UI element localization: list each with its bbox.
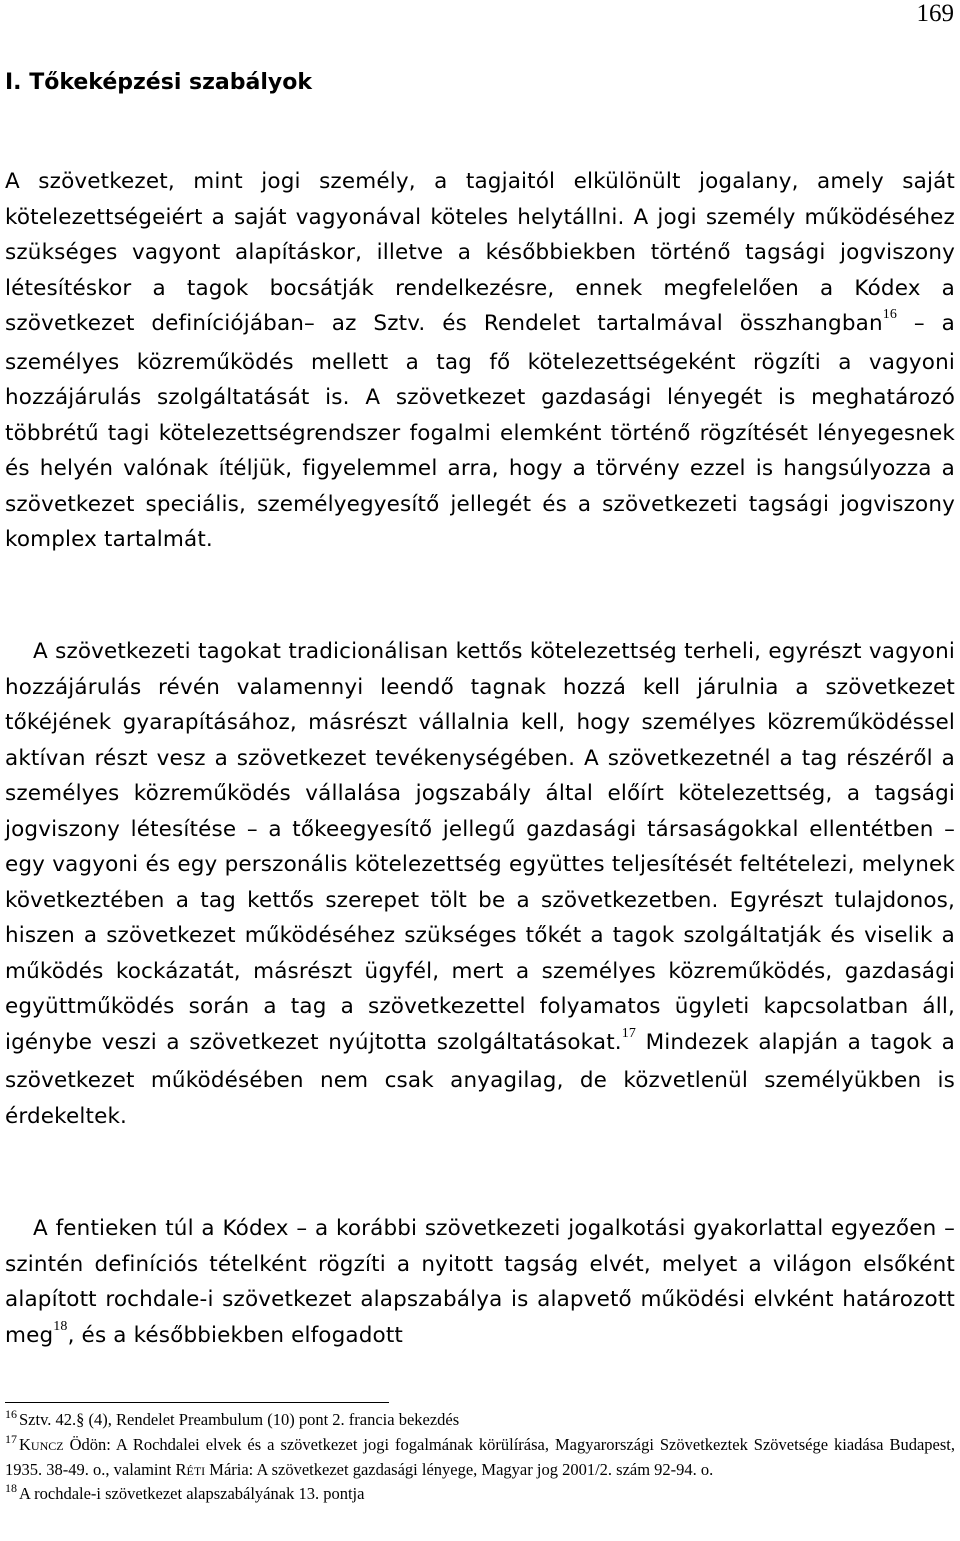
paragraph-1-text-b: – a személyes közreműködés mellett a tag fő kötelezettségeként rögzíti a vagyoni hozzájárulás szolgáltatását is. A szövetkezet gazdasági lényegét is meghatározó többrétű tagi kötelezettségrendszer fogalmi elemként történő rögzítését lényegesnek és helyén valónak ítéljük, figyelemmel arra, hogy a törvény ezzel is hangsúlyozza a szövetkezet speciális, személyegyesítő jellegét és a szövetkezeti tagsági jogviszony komplex tartalmát. [5, 311, 955, 552]
footnote-ref-18[interactable]: 18 [53, 1318, 68, 1334]
section-heading: I. Tőkeképzési szabályok [5, 70, 312, 95]
footnote-ref-17[interactable]: 17 [621, 1025, 637, 1041]
footnote-17 [5, 1433, 955, 1482]
paragraph-2 [5, 634, 955, 1134]
footnote-16 [5, 1408, 955, 1433]
footnote-number: 17 [5, 1432, 17, 1446]
footnote-divider [5, 1402, 389, 1403]
footnote-text: Sztv. 42.§ (4), Rendelet Preambulum (10) pont 2. francia bekezdés [19, 1410, 460, 1429]
paragraph-2-text-a: A szövetkezeti tagokat tradicionálisan kettős kötelezettség terheli, egyrészt vagyoni hozzájárulás révén valamennyi leendő tagnak hozzá kell járulnia a szövetkezet tőkéjének gyarapításához, másrészt vállalnia kell, hogy személyes közreműködéssel aktívan részt vesz a szövetkezet tevékenységében. A szövetkezetnél a tag részéről a személyes közreműködés vállalása jogszabály által előírt kötelezettség, a tagsági jogviszony létesítése – a tőkeegyesítő jellegű gazdasági társaságokkal ellentétben – egy vagyoni és egy perszonális kötelezettség együttes teljesítését feltételezi, melynek következtében a tag kettős szerepet tölt be a szövetkezetben. Egyrészt tulajdonos, hiszen a szövetkezet működéséhez szükséges tőkét a tagok szolgáltatják és viselik a működés kockázatát, másrészt ügyfél, mert a személyes közreműködés, gazdasági együttműködés során a tag a szövetkezettel folyamatos ügyleti kapcsolatban áll, igénybe veszi a szövetkezet nyújtotta szolgáltatásokat. [5, 639, 955, 1055]
paragraph-1 [5, 164, 955, 558]
footnote-text: Ödön: A Rochdalei elvek és a szövetkezet jogi fogalmának körülírása, Magyarországi Szövetkeztek Szövetsége kiadása Budapest, 1935. 38-49. o., valamint [5, 1435, 955, 1479]
footnote-author: Réti [175, 1460, 206, 1479]
paragraph-1-text-a: A szövetkezet, mint jogi személy, a tagjaitól elkülönült jogalany, amely saját kötelezettségeiért a saját vagyonával köteles helytállni. A jogi személy működéséhez szükséges vagyont alapításkor, illetve a későbbiekben történő tagsági jogviszony létesítéskor a tagok bocsátják rendelkezésre, ennek megfelelően a Kódex a szövetkezet definíciójában– az Sztv. és Rendelet tartalmával összhangban [5, 169, 955, 336]
paragraph-3-text-a: A fentieken túl a Kódex – a korábbi szövetkezeti jogalkotási gyakorlattal egyezően – szintén definíciós tételként rögzíti a nyitott tagság elvét, melyet a világon elsőként alapított rochdale-i szövetkezet alapszabálya is alapvető működési elvként határozott meg [5, 1216, 955, 1348]
footnote-author: Kuncz [19, 1435, 64, 1454]
footnotes [5, 1408, 955, 1507]
paragraph-3-text-b: , és a későbbiekben elfogadott [67, 1322, 403, 1348]
paragraph-3 [5, 1211, 955, 1356]
page-number: 169 [916, 0, 954, 27]
footnote-number: 16 [5, 1407, 17, 1421]
paragraph-2-text-b: Mindezek alapján a tagok a szövetkezet működésében nem csak anyagilag, de közvetlenül személyükben is érdekeltek. [5, 1029, 955, 1129]
footnote-number: 18 [5, 1481, 17, 1495]
footnote-ref-16[interactable]: 16 [882, 307, 898, 322]
footnote-text: Mária: A szövetkezet gazdasági lényege, Magyar jog 2001/2. szám 92-94. o. [205, 1460, 714, 1479]
footnote-text: A rochdale-i szövetkezet alapszabályának 13. pontja [19, 1484, 365, 1503]
footnote-18 [5, 1482, 955, 1507]
